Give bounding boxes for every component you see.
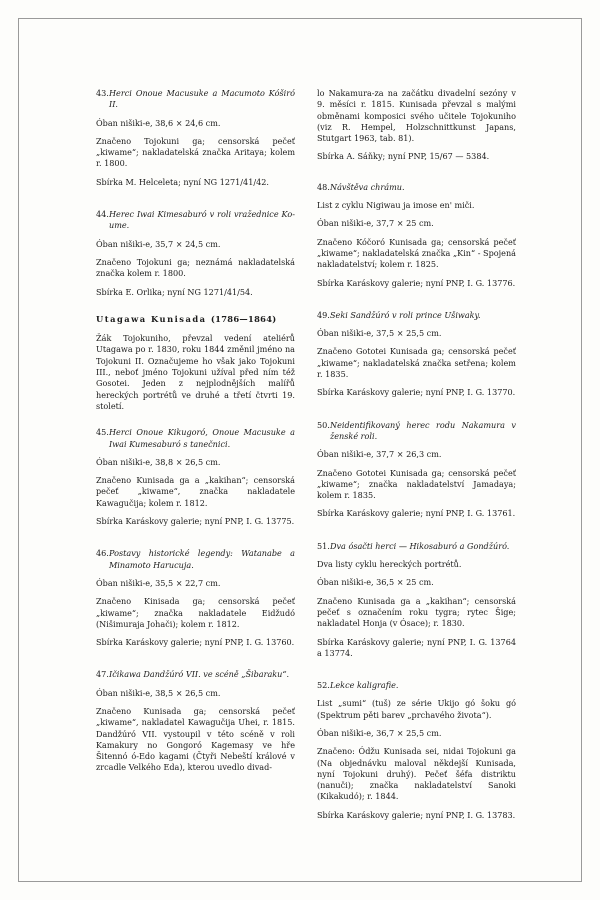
entry-number: 51. — [317, 540, 330, 551]
catalogue-entry-44 — [96, 209, 295, 298]
entry-marks: Značeno Kunisada ga; censorská pečeť „kiwame“, nakladatel Kawagučija Uhei, r. 1815. Dandžúró VII. vystoupil v této scéně v roli Kamakury no Gongoró Kagemasy ve hře Šitennó ó-Edo kagami (Čtyři Nebeští králové v zrcadle Velkého Eda), kterou uvedlo divad- — [96, 705, 295, 773]
entry-marks: Značeno Kunisada ga a „kakihan“; censorská pečeť s označením roku tygra; rytec Šige; nakladatel Honja (v Ósace); r. 1830. — [317, 595, 516, 629]
right-column — [317, 88, 516, 870]
entry-marks: Značeno Gototei Kunisada ga; censorská pečeť „kiwame“; nakladatelská značka setřena; kolem r. 1835. — [317, 346, 516, 380]
entry-spacer — [96, 657, 295, 669]
entry-dimensions: Óban nišiki-e, 37,7 × 26,3 cm. — [317, 449, 442, 460]
entry-dimensions: Óban nišiki-e, 38,5 × 26,5 cm. — [96, 687, 221, 698]
entry-title — [96, 88, 295, 111]
entry-dimensions: Óban nišiki-e, 36,5 × 25 cm. — [317, 577, 434, 588]
entry-number: 46. — [96, 548, 109, 559]
entry-title-text: Postavy historické legendy: Watanabe a Minamoto Harucuja. — [109, 548, 295, 570]
entry-marks: Značeno Tojokuni ga; neznámá nakladatelská značka kolem r. 1800. — [96, 256, 295, 279]
catalogue-entry-43 — [96, 88, 295, 188]
entry-title-text: Návštěva chrámu. — [330, 181, 405, 192]
entry-title-text: Lekce kaligrafie. — [330, 680, 399, 691]
catalogue-entry-52 — [317, 680, 516, 821]
entry-title — [317, 680, 516, 691]
entry-dimensions: Óban nišiki-e, 37,5 × 25,5 cm. — [317, 328, 442, 339]
catalogue-entry-46 — [96, 548, 295, 648]
entry-title — [96, 209, 295, 232]
catalogue-entry-47 — [96, 669, 295, 773]
entry-spacer — [317, 170, 516, 182]
catalogue-entry-51 — [317, 541, 516, 659]
entry-number: 47. — [96, 669, 109, 680]
entry-provenance: Sbírka Karáskovy galerie; nyní PNP, I. G. 13783. — [317, 809, 516, 820]
entry-spacer — [317, 298, 516, 310]
left-column — [96, 88, 295, 870]
entry-marks: Značeno Kinisada ga; censorská pečeť „kiwame“; značka nakladatele Eidžudó (Nišimuraja Johači); kolem r. 1812. — [96, 596, 295, 629]
entry-title — [317, 310, 516, 321]
entry-provenance: Sbírka Karáskovy galerie; nyní PNP, I. G. 13761. — [317, 508, 516, 519]
entry-spacer — [96, 197, 295, 209]
entry-marks: Značeno Tojokuni ga; censorská pečeť „kiwame“; nakladatelská značka Aritaya; kolem r. 1800. — [96, 135, 295, 169]
entry-number: 45. — [96, 427, 109, 438]
entry-marks: Značeno Kóčoró Kunisada ga; censorská pečeť „kiwame“; nakladatelská značka „Kin“ - Spojená nakladatelství; kolem r. 1825. — [317, 236, 516, 270]
entry-47-provenance: Sbírka A. Sáňky; nyní PNP, 15/67 — 5384. — [317, 151, 490, 162]
entry-title-text: Herci Onoue Macusuke a Macumoto Kóširó II. — [109, 88, 295, 110]
entry-provenance: Sbírka Karáskovy galerie; nyní PNP, I. G. 13764 a 13774. — [317, 636, 516, 658]
entry-dimensions: Óban nišiki-e, 35,7 × 24,5 cm. — [96, 238, 221, 249]
entry-title-text: Herci Onoue Kikugoró, Onoue Macusuke a Iwai Kumesaburó s tanečnici. — [109, 427, 295, 449]
entry-series: List z cyklu Nigiwau ja imose en' miči. — [317, 200, 475, 211]
catalogue-entry-45 — [96, 427, 295, 527]
entry-provenance: Sbírka M. Helceleta; nyní NG 1271/41/42. — [96, 176, 269, 187]
artist-biography-paragraph: Žák Tojokuniho, převzal vedení ateliérů Utagawa po r. 1830, roku 1844 změnil jméno na Tojokuni II. Označujeme ho však jako Tojokuni III., neboť jméno Tojokuni užíval před ním též Gosotei. Jeden z nejplodnějších malířů hereckých portrétů ve druhé a třetí čtvrti 19. století. — [96, 333, 295, 411]
entry-number: 48. — [317, 181, 330, 192]
two-column-text-body — [96, 88, 516, 870]
entry-number: 49. — [317, 309, 330, 320]
entry-title-text: Seki Sandžúró v roli prince Ušiwaky. — [330, 309, 481, 320]
entry-dimensions: Óban nišiki-e, 38,8 × 26,5 cm. — [96, 456, 221, 467]
entry-title — [317, 541, 516, 552]
entry-provenance: Sbírka E. Orlika; nyní NG 1271/41/54. — [96, 286, 253, 297]
entry-title-text: Dva ósačti herci — Hikosaburó a Gondžúró. — [330, 540, 510, 551]
entry-dimensions: Óban nišiki-e, 35,5 × 22,7 cm. — [96, 577, 221, 588]
entry-spacer — [317, 408, 516, 420]
entry-number: 43. — [96, 88, 109, 98]
entry-47-continuation: lo Nakamura-za na začátku divadelní sezóny v 9. měsíci r. 1815. Kunisada převzal s malými obměnami komposici svého učitele Tojokuniho (viz R. Hempel, Holzschnittkunst Japans, Stutgart 1963, tab. 81). — [317, 88, 516, 144]
entry-number: 52. — [317, 680, 330, 691]
catalogue-entry-50 — [317, 420, 516, 520]
artist-name: Utagawa Kunisada — [96, 313, 207, 324]
entry-title — [317, 182, 516, 193]
entry-title — [96, 669, 295, 680]
entry-number: 50. — [317, 419, 330, 430]
entry-title — [96, 548, 295, 571]
entry-dimensions: Óban nišiki-e, 37,7 × 25 cm. — [317, 218, 434, 229]
entry-series: List „sumi“ (tuš) ze série Ukijo gó šoku gó (Spektrum pěti barev „prchavého života“). — [317, 698, 516, 720]
entry-marks: Značeno Kunisada ga a „kakihan“; censorská pečeť „kiwame“, značka nakladatele Kawagučija; kolem r. 1812. — [96, 475, 295, 508]
artist-section-heading — [96, 314, 295, 325]
artist-life-years: (1786—1864) — [210, 313, 277, 324]
entry-title — [96, 427, 295, 450]
entry-provenance: Sbírka Karáskovy galerie; nyní PNP, I. G. 13760. — [96, 637, 295, 648]
catalogue-entry-49 — [317, 310, 516, 399]
entry-title — [317, 420, 516, 443]
entry-provenance: Sbírka Karáskovy galerie; nyní PNP, I. G. 13770. — [317, 387, 516, 398]
catalogue-entry-48 — [317, 182, 516, 289]
entry-title-text: Herec Iwai Kimesaburó v roli vražednice Ko-ume. — [109, 209, 295, 231]
entry-title-text: Ičikawa Dandžúró VII. ve scéně „Šibaraku“. — [109, 669, 290, 680]
entry-marks: Značeno: Ódžu Kunisada sei, nidai Tojokuni ga (Na objednávku maloval někdejší Kunisada, nyní Tojokuni druhý). Pečeť šéfa distriktu (nanuči); značka nakladatelství Sanoki (Kikakudó); r. 1844. — [317, 746, 516, 802]
entry-title-text: Neidentifikovaný herec rodu Nakamura v ženské roli. — [330, 419, 516, 441]
entry-marks: Značeno Gototei Kunisada ga; censorská pečeť „kiwame“; značka nakladatelství Jamadaya; kolem r. 1835. — [317, 467, 516, 501]
entry-dimensions: Óban nišiki-e, 38,6 × 24,6 cm. — [96, 117, 221, 128]
entry-number: 44. — [96, 209, 109, 220]
entry-dimensions: Óban nišiki-e, 36,7 × 25,5 cm. — [317, 727, 442, 738]
entry-spacer — [317, 668, 516, 680]
entry-series: Dva listy cyklu hereckých portrétů. — [317, 559, 462, 570]
entry-spacer — [96, 536, 295, 548]
entry-provenance: Sbírka Karáskovy galerie; nyní PNP, I. G. 13775. — [96, 516, 295, 527]
entry-provenance: Sbírka Karáskovy galerie; nyní PNP, I. G. 13776. — [317, 277, 516, 288]
entry-spacer — [317, 529, 516, 541]
